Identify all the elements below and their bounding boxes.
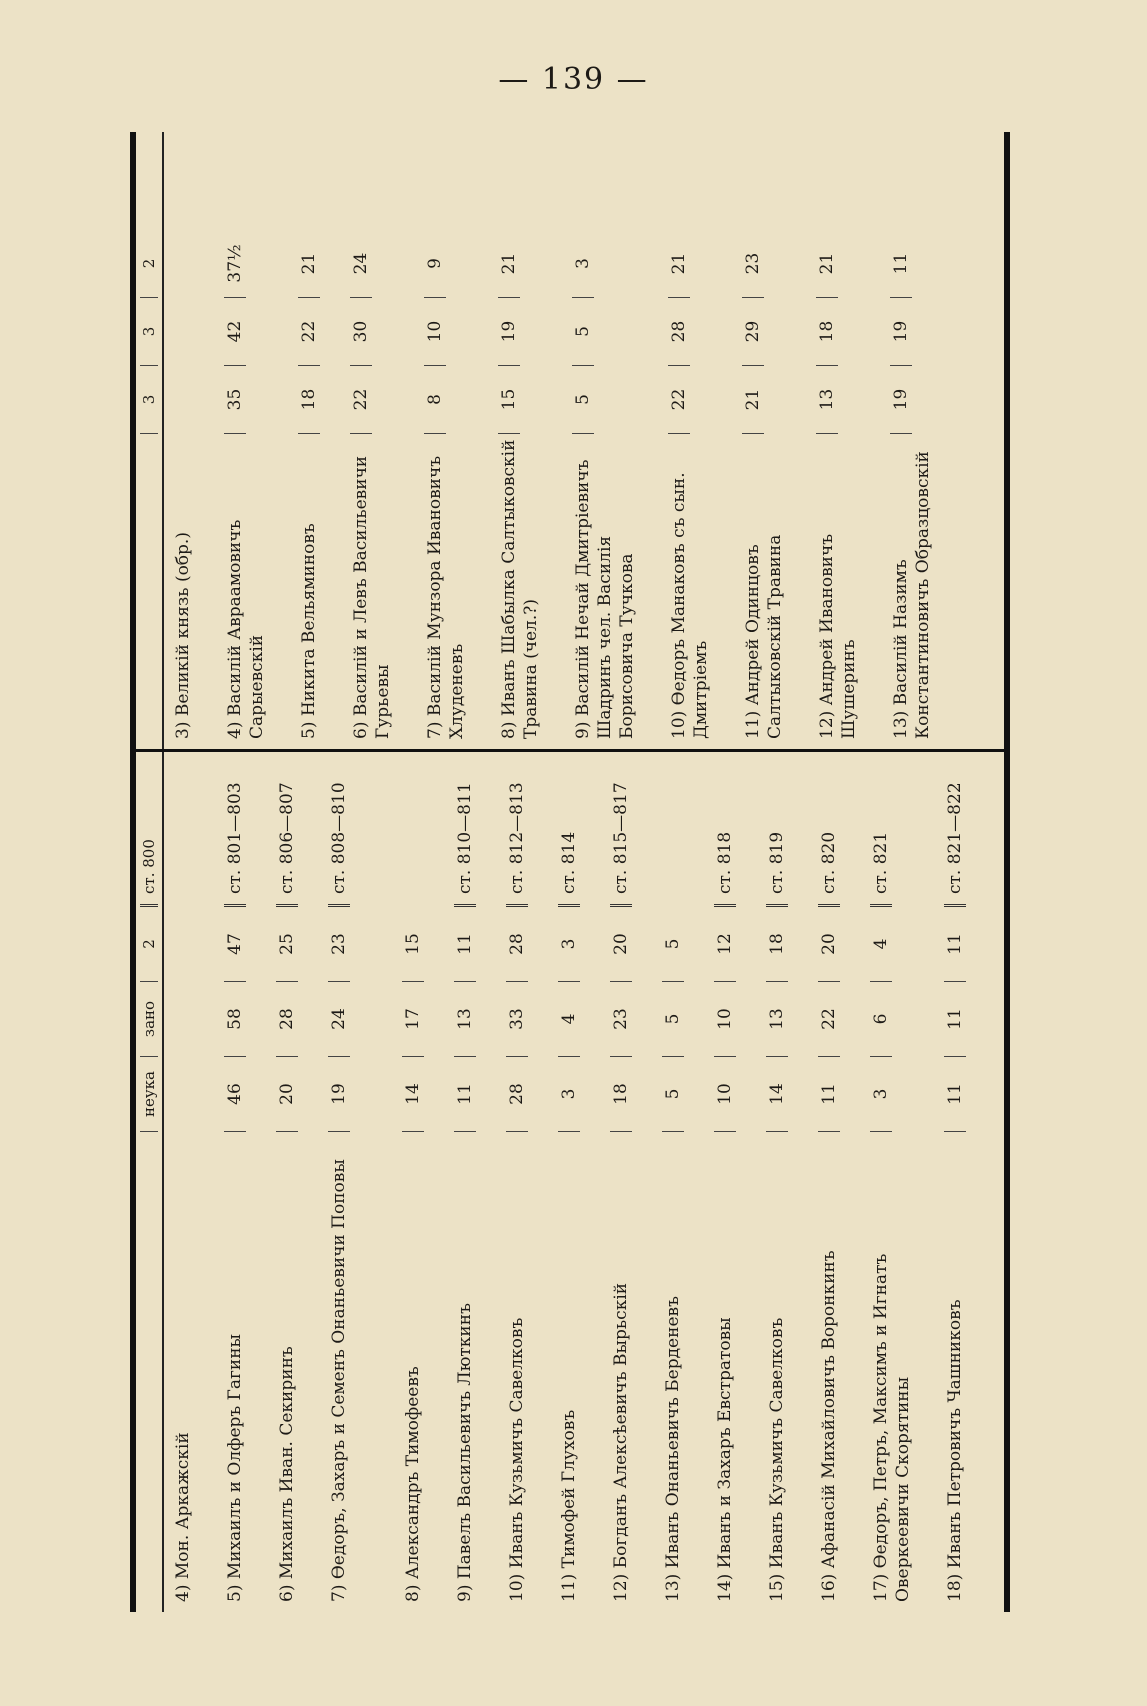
- table-row: [320, 752, 394, 1612]
- table-header-left: [136, 752, 164, 1612]
- table-row: [394, 752, 446, 1612]
- row-value-cell: 23: [328, 907, 350, 982]
- header-cell-ref: ст. 800: [140, 752, 158, 907]
- table-row: [268, 752, 320, 1612]
- row-name-cell: 8) Александръ Тимофеевъ: [403, 1366, 423, 1602]
- row-value-cell: 21: [742, 366, 764, 434]
- row-value-cell: 18: [610, 1057, 632, 1132]
- row-reference-cell: ст. 821—822: [944, 752, 966, 907]
- row-name-cell: 4) Мон. Аркажскій: [173, 1432, 193, 1602]
- table-row: [490, 132, 564, 749]
- row-name-cell: 10) Иванъ Кузьмичъ Савелковъ: [507, 1317, 527, 1602]
- row-name-cell: 14) Иванъ и Захаръ Евстратовы: [715, 1317, 735, 1602]
- row-name-cell: 11) Андрей Одинцовъ Салтыковскій Травина: [743, 534, 785, 739]
- row-value-cell: 21: [816, 230, 838, 298]
- row-value-cell: 24: [328, 982, 350, 1057]
- row-name-cell: 9) Павелъ Васильевичъ Люткинъ: [455, 1303, 475, 1602]
- row-reference-cell: ст. 818: [714, 752, 736, 907]
- row-value-cell: 23: [742, 230, 764, 298]
- row-value-cell: 10: [424, 298, 446, 366]
- row-value-cell: 5: [662, 907, 684, 982]
- row-value-cell: 18: [816, 298, 838, 366]
- row-value-cell: 11: [944, 907, 966, 982]
- row-value-cell: 22: [818, 982, 840, 1057]
- row-value-cell: 14: [402, 1057, 424, 1132]
- row-value-cell: 28: [506, 907, 528, 982]
- row-name-cell: 15) Иванъ Кузьмичъ Савелковъ: [767, 1317, 787, 1602]
- row-value-cell: 58: [224, 982, 246, 1057]
- header-cell-a: 3: [140, 366, 158, 434]
- row-value-cell: 19: [328, 1057, 350, 1132]
- table-right-half: [136, 132, 1004, 749]
- header-cell-b: зано: [140, 982, 158, 1057]
- table-row: [660, 132, 734, 749]
- row-value-cell: 3: [558, 907, 580, 982]
- row-value-cell: 47: [224, 907, 246, 982]
- row-value-cell: 17: [402, 982, 424, 1057]
- table-row: [808, 132, 882, 749]
- row-reference-cell: ст. 801—803: [224, 752, 246, 907]
- table-row: [758, 752, 810, 1612]
- row-value-cell: 46: [224, 1057, 246, 1132]
- row-value-cell: 15: [498, 366, 520, 434]
- table-row: [602, 752, 654, 1612]
- row-value-cell: 5: [662, 1057, 684, 1132]
- row-name-cell: 11) Тимофей Глуховъ: [559, 1409, 579, 1602]
- table-row: [416, 132, 490, 749]
- row-value-cell: 13: [766, 982, 788, 1057]
- row-name-cell: 3) Великій князь (обр.): [173, 532, 193, 739]
- row-value-cell: 21: [498, 230, 520, 298]
- table-row: [550, 752, 602, 1612]
- table-row: [734, 132, 808, 749]
- row-value-cell: 11: [454, 1057, 476, 1132]
- header-cell-c: 2: [140, 907, 158, 982]
- row-name-cell: 9) Василій Нечай Дмитріевичъ Шадринъ чел. Василія Борисовича Тучкова: [573, 459, 637, 739]
- table-header-right: [136, 132, 164, 749]
- row-value-cell: 22: [350, 366, 372, 434]
- row-value-cell: 37½: [224, 230, 246, 298]
- row-name-cell: 8) Иванъ Шабылка Салтыковскій Травина (чел.?): [499, 439, 541, 739]
- row-value-cell: 33: [506, 982, 528, 1057]
- row-value-cell: 19: [498, 298, 520, 366]
- row-value-cell: 25: [276, 907, 298, 982]
- row-reference-cell: ст. 806—807: [276, 752, 298, 907]
- row-reference-cell: ст. 820: [818, 752, 840, 907]
- row-value-cell: 15: [402, 907, 424, 982]
- row-value-cell: 20: [610, 907, 632, 982]
- table-row: [446, 752, 498, 1612]
- row-value-cell: 24: [350, 230, 372, 298]
- header-cell-b: 3: [140, 298, 158, 366]
- table-row: [706, 752, 758, 1612]
- table-row: [342, 132, 416, 749]
- row-value-cell: 5: [662, 982, 684, 1057]
- header-cell-a: неука: [140, 1057, 158, 1132]
- row-name-cell: 17) Өедоръ, Петръ, Максимъ и Игнатъ Оверкеевичи Скорятины: [871, 1253, 913, 1602]
- row-name-cell: 16) Афанасій Михайловичъ Воронкинъ: [819, 1250, 839, 1602]
- row-value-cell: 4: [870, 907, 892, 982]
- row-reference-cell: ст. 814: [558, 752, 580, 907]
- row-value-cell: 18: [298, 366, 320, 434]
- row-value-cell: 6: [870, 982, 892, 1057]
- row-value-cell: 11: [944, 1057, 966, 1132]
- row-reference-cell: ст. 812—813: [506, 752, 528, 907]
- table-row: [164, 752, 216, 1612]
- table-row: [290, 132, 342, 749]
- row-value-cell: 21: [668, 230, 690, 298]
- row-name-cell: 10) Өедоръ Манаковъ съ сын. Дмитріемъ: [669, 472, 711, 739]
- row-name-cell: 6) Василій и Левъ Васильевичи Гурьевы: [351, 455, 393, 739]
- row-value-cell: 28: [506, 1057, 528, 1132]
- table-left-half: [136, 749, 1004, 1612]
- table-body-right: [164, 132, 956, 749]
- row-name-cell: 13) Иванъ Онаньевичъ Берденевъ: [663, 1296, 683, 1602]
- table-row: [936, 752, 988, 1612]
- row-reference-cell: ст. 821: [870, 752, 892, 907]
- row-value-cell: 19: [890, 366, 912, 434]
- row-value-cell: 22: [298, 298, 320, 366]
- row-value-cell: 35: [224, 366, 246, 434]
- row-value-cell: 23: [610, 982, 632, 1057]
- row-reference-cell: ст. 810—811: [454, 752, 476, 907]
- row-value-cell: 28: [668, 298, 690, 366]
- page-number: — 139 —: [498, 62, 649, 97]
- row-value-cell: 11: [944, 982, 966, 1057]
- row-value-cell: 21: [298, 230, 320, 298]
- header-cell-c: 2: [140, 230, 158, 298]
- row-value-cell: 22: [668, 366, 690, 434]
- table-row: [654, 752, 706, 1612]
- row-value-cell: 3: [870, 1057, 892, 1132]
- table-row: [164, 132, 216, 749]
- row-value-cell: 4: [558, 982, 580, 1057]
- row-value-cell: 12: [714, 907, 736, 982]
- row-value-cell: 8: [424, 366, 446, 434]
- row-value-cell: 14: [766, 1057, 788, 1132]
- table-row: [216, 132, 290, 749]
- row-value-cell: 42: [224, 298, 246, 366]
- row-value-cell: 5: [572, 298, 594, 366]
- row-name-cell: 7) Өедоръ, Захаръ и Семенъ Онаньевичи Поповы: [329, 1159, 349, 1602]
- row-value-cell: 19: [890, 298, 912, 366]
- row-value-cell: 20: [818, 907, 840, 982]
- row-name-cell: 6) Михаилъ Иван. Секиринъ: [277, 1346, 297, 1602]
- row-value-cell: 11: [454, 907, 476, 982]
- row-value-cell: 9: [424, 230, 446, 298]
- row-name-cell: 5) Никита Вельяминовъ: [299, 523, 319, 739]
- row-value-cell: 30: [350, 298, 372, 366]
- table-row: [882, 132, 956, 749]
- row-value-cell: 18: [766, 907, 788, 982]
- table-row: [564, 132, 660, 749]
- row-name-cell: 7) Василій Мунзора Ивановичъ Хлуденевъ: [425, 455, 467, 739]
- row-name-cell: 5) Михаилъ и Олферъ Гагины: [225, 1333, 245, 1602]
- table-row: [810, 752, 862, 1612]
- row-name-cell: 12) Богданъ Алексѣевичъ Вырьскій: [611, 1282, 631, 1602]
- row-value-cell: 13: [454, 982, 476, 1057]
- row-value-cell: 10: [714, 1057, 736, 1132]
- row-value-cell: 3: [558, 1057, 580, 1132]
- row-name-cell: 4) Василій Авраамовичъ Сарыевскій: [225, 519, 267, 739]
- row-name-cell: 12) Андрей Ивановичъ Шушеринъ: [817, 533, 859, 739]
- row-value-cell: 20: [276, 1057, 298, 1132]
- row-reference-cell: ст. 808—810: [328, 752, 350, 907]
- row-value-cell: 3: [572, 230, 594, 298]
- row-value-cell: 11: [890, 230, 912, 298]
- row-name-cell: 13) Василій Назимъ Константиновичъ Образцовскій: [891, 451, 933, 739]
- row-value-cell: 28: [276, 982, 298, 1057]
- row-value-cell: 29: [742, 298, 764, 366]
- row-value-cell: 11: [818, 1057, 840, 1132]
- row-reference-cell: ст. 815—817: [610, 752, 632, 907]
- table-row: [862, 752, 936, 1612]
- row-value-cell: 13: [816, 366, 838, 434]
- row-value-cell: 5: [572, 366, 594, 434]
- land-register-table: [130, 132, 1010, 1612]
- row-value-cell: 10: [714, 982, 736, 1057]
- table-body-left: [164, 752, 988, 1612]
- table-row: [216, 752, 268, 1612]
- row-name-cell: 18) Иванъ Петровичъ Чашниковъ: [945, 1299, 965, 1602]
- table-row: [498, 752, 550, 1612]
- row-reference-cell: ст. 819: [766, 752, 788, 907]
